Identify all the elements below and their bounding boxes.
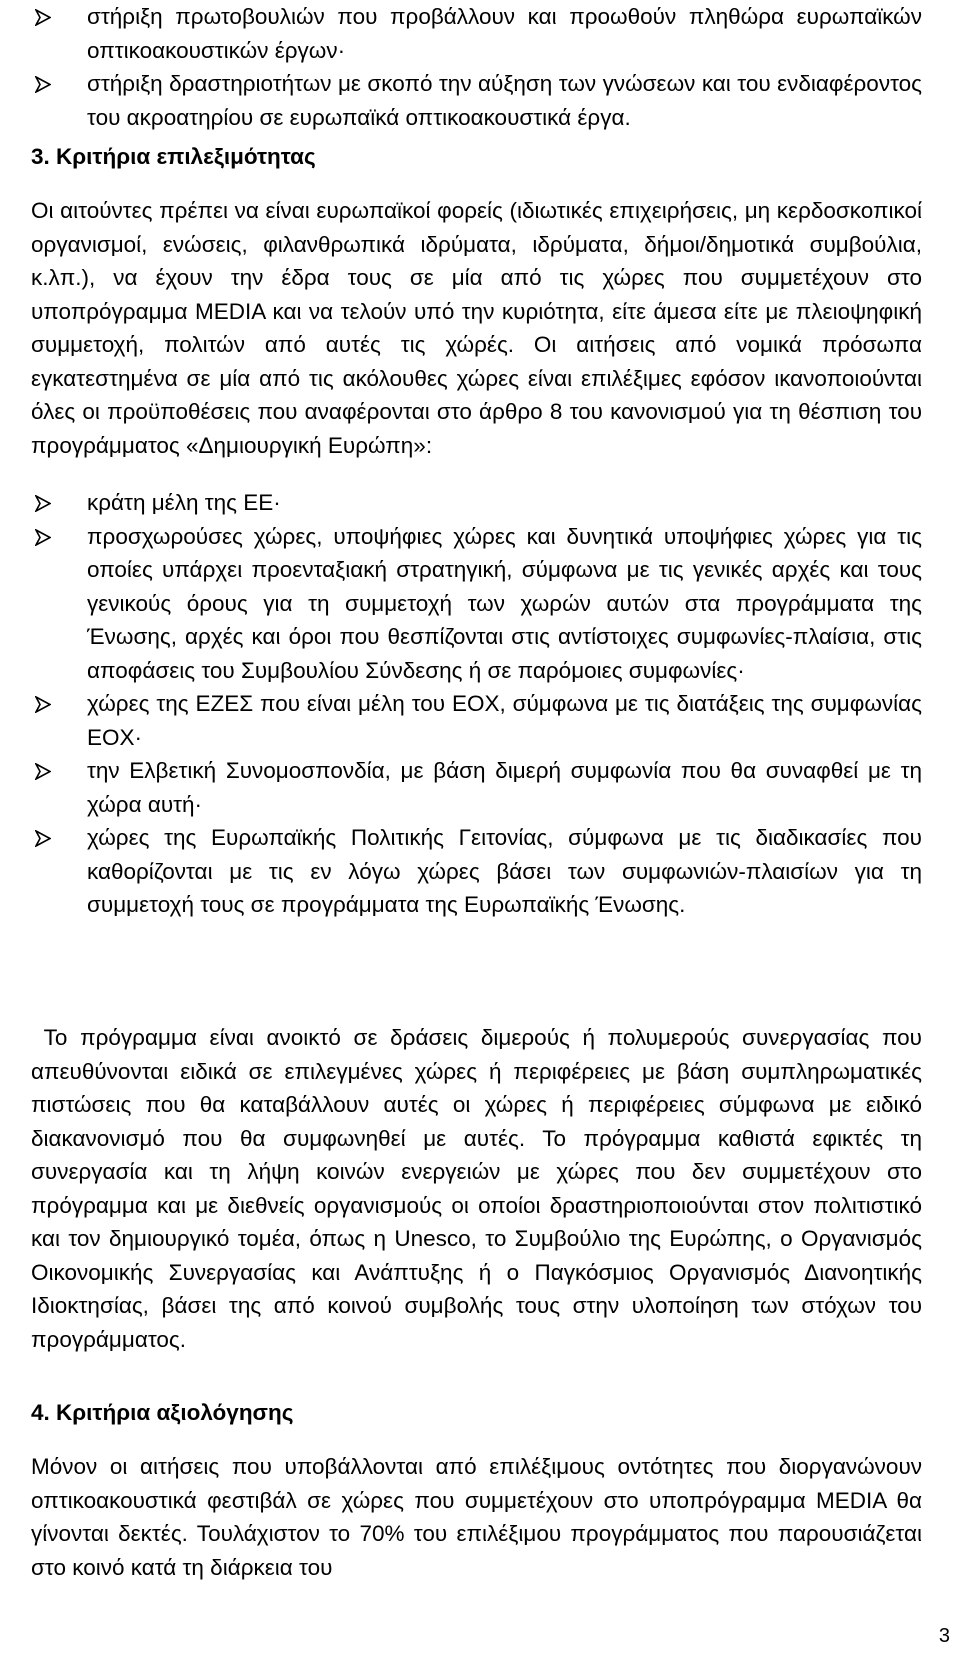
bullet-text: στήριξη δραστηριοτήτων με σκοπό την αύξηση των γνώσεων και του ενδιαφέροντος του ακροατηρίου σε ευρωπαϊκά οπτικοακουστικά έργα. (87, 71, 922, 130)
bullet-text: κράτη μέλη της ΕΕ· (87, 490, 281, 515)
top-bullet-list (31, 0, 922, 134)
page-number: 3 (938, 1625, 950, 1647)
arrow-bullet-icon (35, 9, 51, 26)
arrow-bullet-icon (35, 529, 51, 546)
list-item (31, 486, 922, 520)
list-item (31, 687, 922, 754)
section-4-heading: 4. Κριτήρια αξιολόγησης (31, 1400, 294, 1425)
list-item (31, 754, 922, 821)
arrow-bullet-icon (35, 763, 51, 780)
list-item (31, 520, 922, 688)
list-item (31, 0, 922, 67)
section-4-paragraph: Μόνον οι αιτήσεις που υποβάλλονται από επιλέξιμους οντότητες που διοργανώνουν οπτικοακουστικά φεστιβάλ σε χώρες που συμμετέχουν στο υποπρόγραμμα MEDIA θα γίνονται δεκτές. Τουλάχιστον το 70% του επιλέξιμου προγράμματος που παρουσιάζεται στο κοινό κατά τη διάρκεια του (31, 1454, 922, 1580)
bullet-text: στήριξη πρωτοβουλιών που προβάλλουν και προωθούν πληθώρα ευρωπαϊκών οπτικοακουστικών έργων· (87, 4, 922, 63)
bullet-text: χώρες της ΕΖΕΣ που είναι μέλη του ΕΟΧ, σύμφωνα με τις διατάξεις της συμφωνίας ΕΟΧ· (87, 691, 922, 750)
bullet-text: προσχωρούσες χώρες, υποψήφιες χώρες και δυνητικά υποψήφιες χώρες για τις οποίες υπάρχει προενταξιακή στρατηγική, σύμφωνα με τις γενικές αρχές και τους γενικούς όρους για τη συμμετοχή των χωρών αυτών στα προγράμματα της Ένωσης, αρχές και όροι που θεσπίζονται στις αντίστοιχες συμφωνίες-πλαίσια, στις αποφάσεις του Συμβουλίου Σύνδεσης ή σε παρόμοιες συμφωνίες· (87, 523, 922, 683)
arrow-bullet-icon (35, 830, 51, 847)
list-item (31, 821, 922, 922)
arrow-bullet-icon (35, 76, 51, 93)
bullet-text: χώρες της Ευρωπαϊκής Πολιτικής Γειτονίας, σύμφωνα με τις διαδικασίες που καθορίζονται με τις εν λόγω χώρες βάσει των συμφωνιών-πλαισίων για τη συμμετοχή τους σε προγράμματα της Ευρωπαϊκής Ένωσης. (87, 825, 922, 917)
section-3-paragraph: Οι αιτούντες πρέπει να είναι ευρωπαϊκοί φορείς (ιδιωτικές επιχειρήσεις, μη κερδοσκοπικοί οργανισμοί, ενώσεις, φιλανθρωπικά ιδρύματα, ιδρύματα, δήμοι/δημοτικά συμβούλια, κ.λπ.), να έχουν την έδρα τους σε μία από τις χώρες που συμμετέχουν στο υποπρόγραμμα MEDIA και να τελούν υπό την κυριότητα, είτε άμεσα είτε με πλειοψηφική συμμετοχή, πολιτών από αυτές τις χώρές. Οι αιτήσεις από νομικά πρόσωπα εγκατεστημένα σε μία από τις ακόλουθες χώρες είναι επιλέξιμες εφόσον ικανοποιούνται όλες οι προϋποθέσεις που αναφέρονται στο άρθρο 8 του κανονισμού για τη θέσπιση του προγράμματος «Δημιουργική Ευρώπη»: (31, 198, 922, 458)
list-item (31, 67, 922, 134)
arrow-bullet-icon (35, 495, 51, 512)
eligible-countries-list (31, 486, 922, 922)
cooperation-paragraph: Το πρόγραμμα είναι ανοικτό σε δράσεις διμερούς ή πολυμερούς συνεργασίας που απευθύνονται ειδικά σε επιλεγμένες χώρες ή περιφέρειες με βάση συμπληρωματικές πιστώσεις που θα καταβάλλουν αυτές οι χώρες ή περιφέρειες σύμφωνα με ειδικό διακανονισμό που θα συμφωνηθεί με αυτές. Το πρόγραμμα καθιστά εφικτές τη συνεργασία και τη λήψη κοινών ενεργειών με χώρες που δεν συμμετέχουν στο πρόγραμμα και με διεθνείς οργανισμούς οι οποίοι δραστηριοποιούνται στον πολιτιστικό και τον δημιουργικό τομέα, όπως η Unesco, το Συμβούλιο της Ευρώπης, ο Οργανισμός Οικονομικής Συνεργασίας και Ανάπτυξης ή ο Παγκόσμιος Οργανισμός Διανοητικής Ιδιοκτησίας, βάσει της από κοινού συμβολής τους στην υλοποίηση των στόχων του προγράμματος. (31, 1025, 929, 1352)
bullet-text: την Ελβετική Συνομοσπονδία, με βάση διμερή συμφωνία που θα συναφθεί με τη χώρα αυτή· (87, 758, 922, 817)
section-3-heading: 3. Κριτήρια επιλεξιμότητας (31, 144, 316, 169)
arrow-bullet-icon (35, 696, 51, 713)
